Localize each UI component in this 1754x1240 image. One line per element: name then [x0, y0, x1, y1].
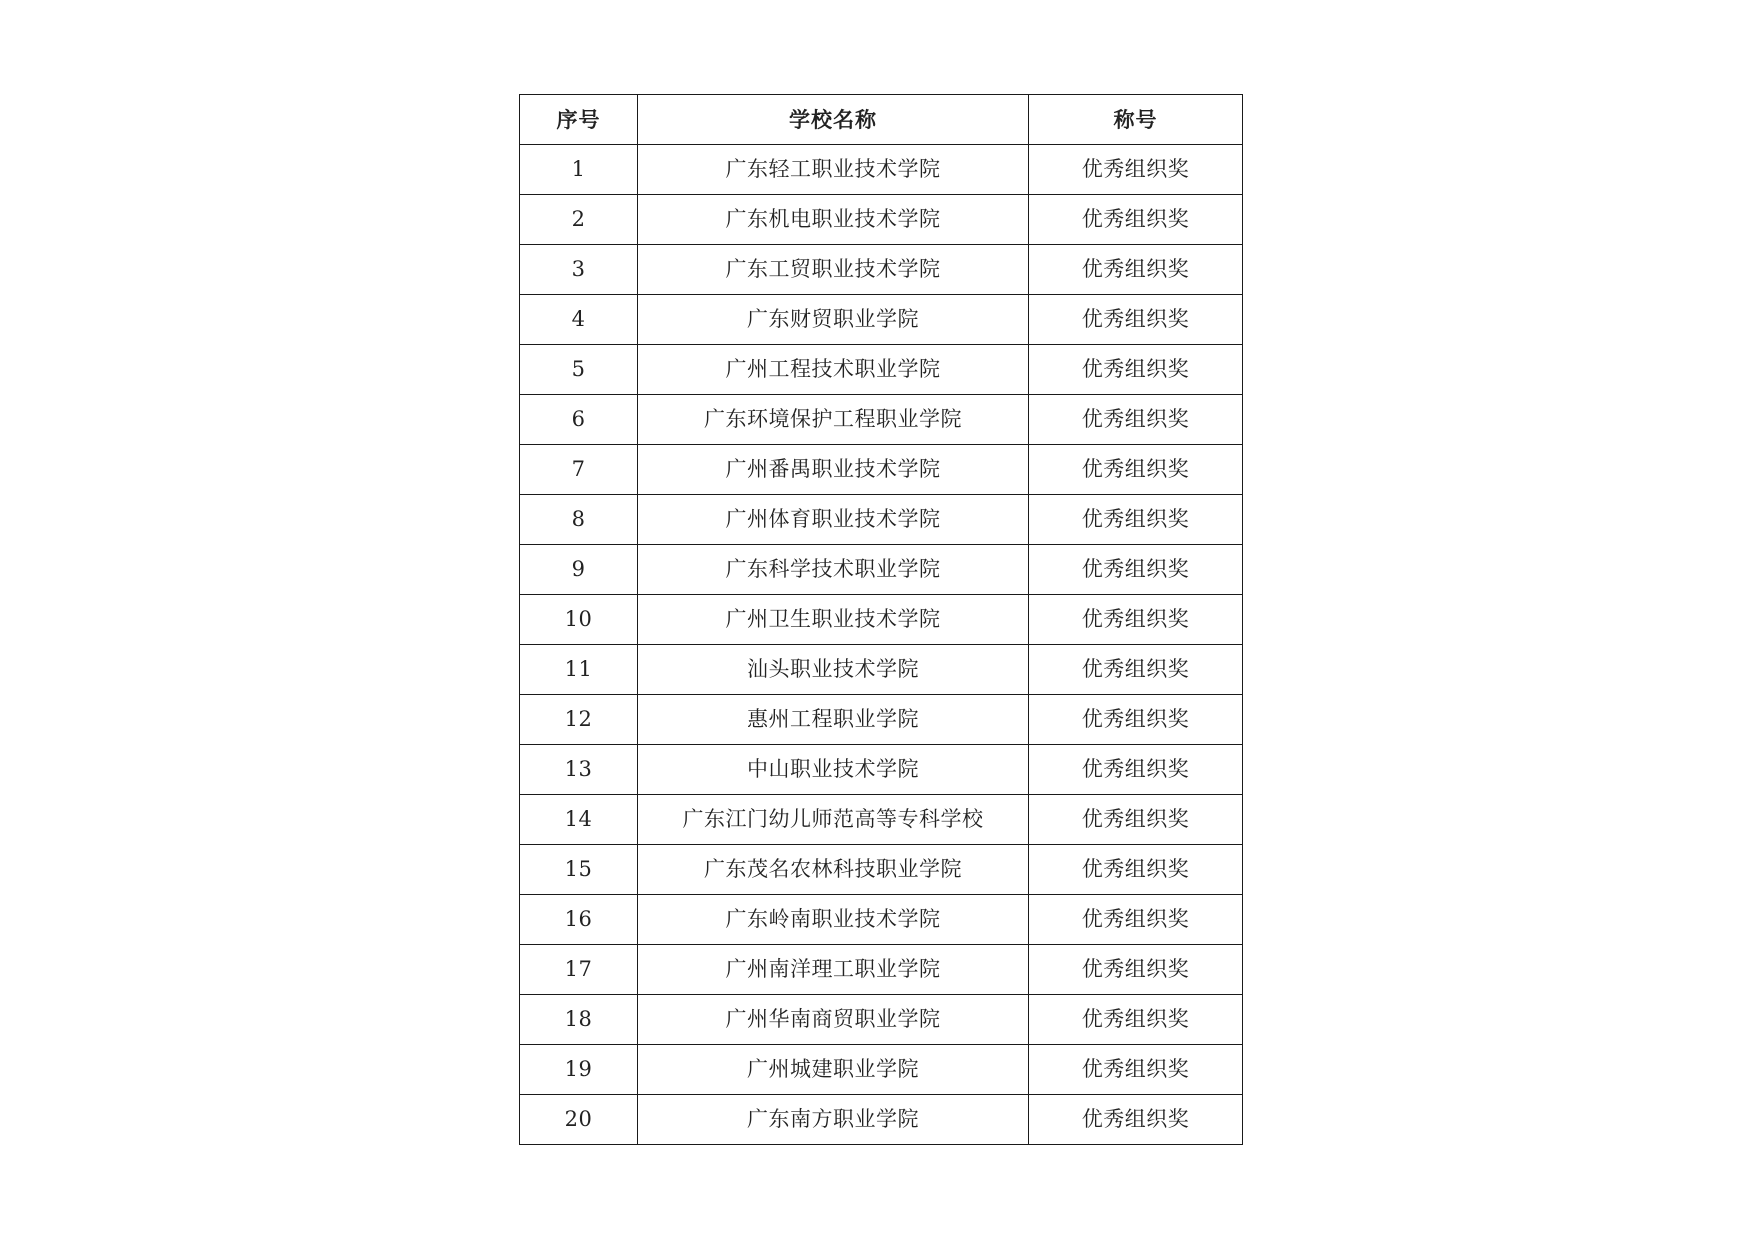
table-row: [520, 295, 1243, 345]
school-name-cell: 广东轻工职业技术学院: [638, 145, 1029, 195]
row-number-cell: 7: [520, 445, 638, 495]
award-title-cell: 优秀组织奖: [1029, 145, 1243, 195]
school-name-cell: 广州南洋理工职业学院: [638, 945, 1029, 995]
award-title-cell: 优秀组织奖: [1029, 645, 1243, 695]
award-title-cell: 优秀组织奖: [1029, 995, 1243, 1045]
school-name-cell: 广东江门幼儿师范高等专科学校: [638, 795, 1029, 845]
award-title-cell: 优秀组织奖: [1029, 345, 1243, 395]
table-row: [520, 195, 1243, 245]
row-number-cell: 1: [520, 145, 638, 195]
row-number-cell: 13: [520, 745, 638, 795]
award-title-cell: 优秀组织奖: [1029, 795, 1243, 845]
school-name-cell: 广州体育职业技术学院: [638, 495, 1029, 545]
row-number-cell: 12: [520, 695, 638, 745]
row-number-cell: 19: [520, 1045, 638, 1095]
school-name-cell: 广东财贸职业学院: [638, 295, 1029, 345]
award-title-cell: 优秀组织奖: [1029, 945, 1243, 995]
award-title-cell: 优秀组织奖: [1029, 895, 1243, 945]
award-title-cell: 优秀组织奖: [1029, 1045, 1243, 1095]
school-name-cell: 广州番禺职业技术学院: [638, 445, 1029, 495]
table-row: [520, 495, 1243, 545]
table-body: [520, 145, 1243, 1145]
school-name-cell: 广州工程技术职业学院: [638, 345, 1029, 395]
school-name-cell: 惠州工程职业学院: [638, 695, 1029, 745]
award-title-cell: 优秀组织奖: [1029, 545, 1243, 595]
award-title-cell: 优秀组织奖: [1029, 595, 1243, 645]
row-number-cell: 5: [520, 345, 638, 395]
table-row: [520, 245, 1243, 295]
table-row: [520, 545, 1243, 595]
school-name-cell: 广州华南商贸职业学院: [638, 995, 1029, 1045]
row-number-cell: 4: [520, 295, 638, 345]
row-number-cell: 10: [520, 595, 638, 645]
row-number-cell: 2: [520, 195, 638, 245]
school-name-cell: 广东工贸职业技术学院: [638, 245, 1029, 295]
row-number-cell: 16: [520, 895, 638, 945]
row-number-cell: 9: [520, 545, 638, 595]
row-number-cell: 18: [520, 995, 638, 1045]
award-title-cell: 优秀组织奖: [1029, 445, 1243, 495]
row-number-cell: 8: [520, 495, 638, 545]
school-name-cell: 广州城建职业学院: [638, 1045, 1029, 1095]
award-title-cell: 优秀组织奖: [1029, 495, 1243, 545]
school-name-cell: 广东岭南职业技术学院: [638, 895, 1029, 945]
school-name-cell: 广东机电职业技术学院: [638, 195, 1029, 245]
table-row: [520, 595, 1243, 645]
school-name-cell: 广东环境保护工程职业学院: [638, 395, 1029, 445]
row-number-cell: 14: [520, 795, 638, 845]
table-row: [520, 895, 1243, 945]
table-row: [520, 1095, 1243, 1145]
table-row: [520, 145, 1243, 195]
row-number-cell: 3: [520, 245, 638, 295]
table-row: [520, 845, 1243, 895]
table-row: [520, 995, 1243, 1045]
school-name-cell: 中山职业技术学院: [638, 745, 1029, 795]
table-row: [520, 645, 1243, 695]
table-row: [520, 745, 1243, 795]
award-title-cell: 优秀组织奖: [1029, 845, 1243, 895]
header-title: 称号: [1029, 95, 1243, 145]
school-name-cell: 广东茂名农林科技职业学院: [638, 845, 1029, 895]
table-row: [520, 445, 1243, 495]
school-name-cell: 广州卫生职业技术学院: [638, 595, 1029, 645]
table-row: [520, 1045, 1243, 1095]
award-title-cell: 优秀组织奖: [1029, 395, 1243, 445]
row-number-cell: 20: [520, 1095, 638, 1145]
award-title-cell: 优秀组织奖: [1029, 745, 1243, 795]
header-school-name: 学校名称: [638, 95, 1029, 145]
row-number-cell: 15: [520, 845, 638, 895]
award-title-cell: 优秀组织奖: [1029, 295, 1243, 345]
table-row: [520, 395, 1243, 445]
table-row: [520, 945, 1243, 995]
table-row: [520, 345, 1243, 395]
award-table: [519, 94, 1243, 1145]
award-title-cell: 优秀组织奖: [1029, 195, 1243, 245]
row-number-cell: 17: [520, 945, 638, 995]
award-title-cell: 优秀组织奖: [1029, 245, 1243, 295]
row-number-cell: 6: [520, 395, 638, 445]
table-row: [520, 795, 1243, 845]
award-title-cell: 优秀组织奖: [1029, 1095, 1243, 1145]
table-row: [520, 695, 1243, 745]
table-header-row: [520, 95, 1243, 145]
school-name-cell: 广东科学技术职业学院: [638, 545, 1029, 595]
header-number: 序号: [520, 95, 638, 145]
school-name-cell: 汕头职业技术学院: [638, 645, 1029, 695]
school-name-cell: 广东南方职业学院: [638, 1095, 1029, 1145]
row-number-cell: 11: [520, 645, 638, 695]
award-title-cell: 优秀组织奖: [1029, 695, 1243, 745]
